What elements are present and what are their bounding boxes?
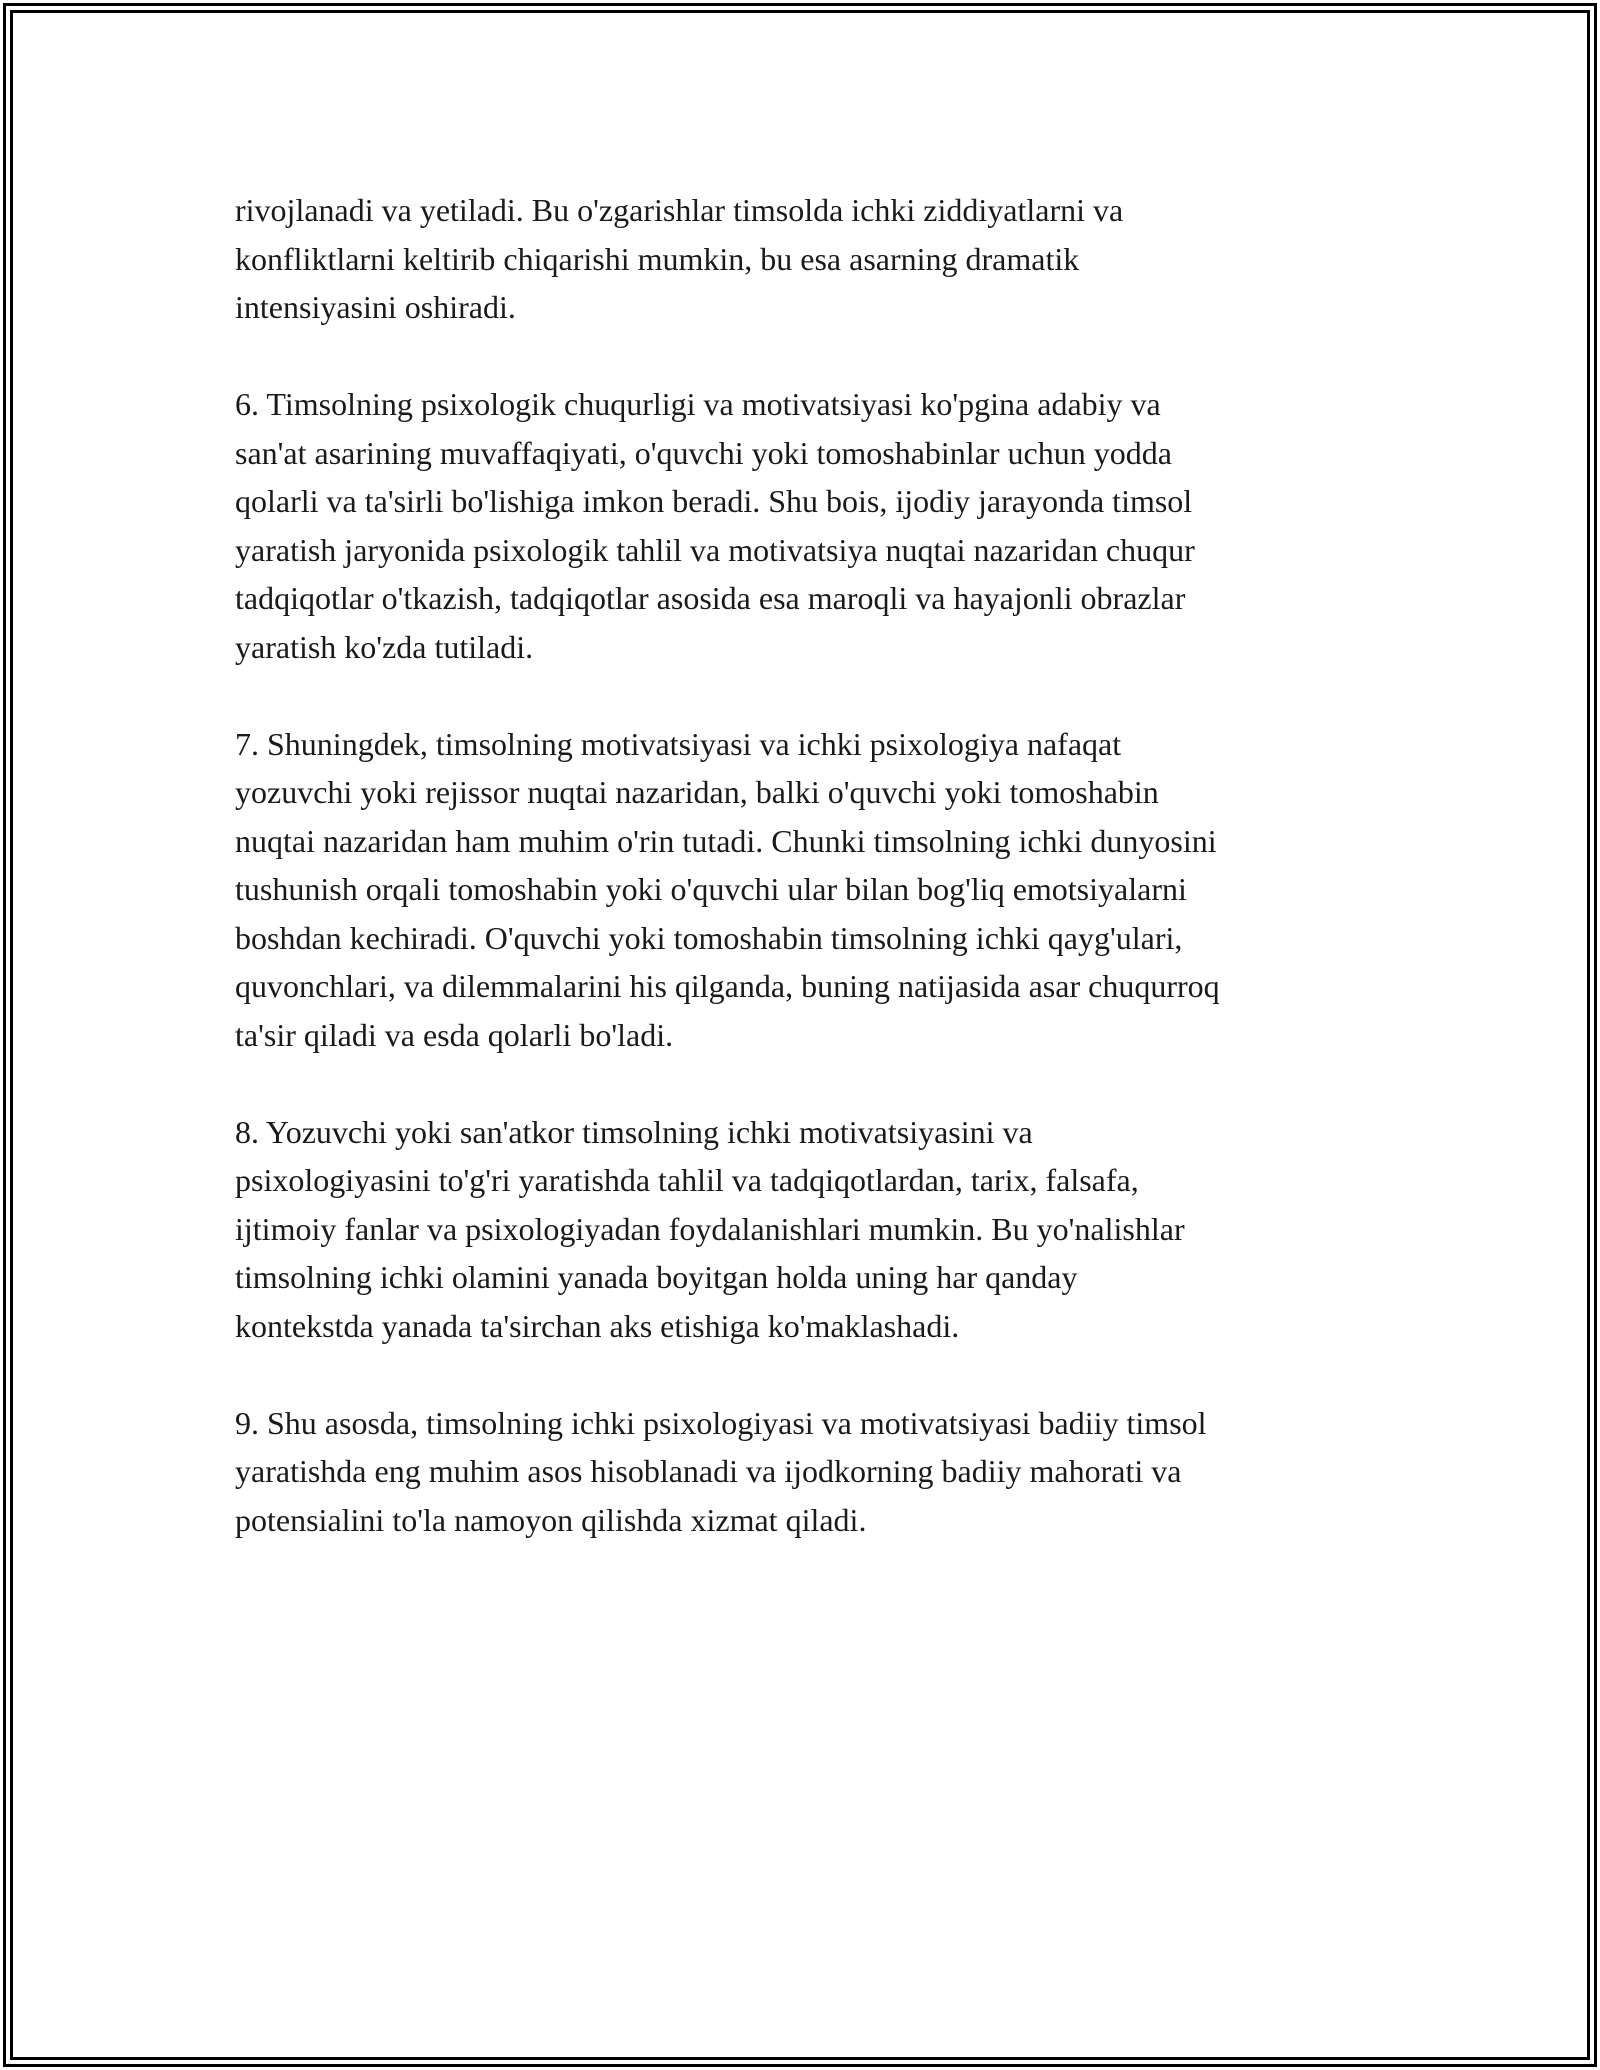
paragraph-continuation: rivojlanadi va yetiladi. Bu o'zgarishlar timsolda ichki ziddiyatlarni va konfliktlarni keltirib chiqarishi mumkin, bu esa asarning dramatik intensiyasini oshiradi. <box>235 192 1124 325</box>
paragraph-8: 8. Yozuvchi yoki san'atkor timsolning ichki motivatsiyasini va psixologiyasini to'g'ri yaratishda tahlil va tadqiqotlardan, tarix, falsafa, ijtimoiy fanlar va psixologiyadan foydalanishlari mumkin. Bu yo'nalishlar timsolning ichki olamini yanada boyitgan holda uning har qanday kontekstda yanada ta'sirchan aks etishiga ko'maklashadi. <box>235 1113 1185 1344</box>
document-body <box>235 186 1395 1544</box>
paragraph-7: 7. Shuningdek, timsolning motivatsiyasi va ichki psixologiya nafaqat yozuvchi yoki rejissor nuqtai nazaridan, balki o'quvchi yoki tomoshabin nuqtai nazaridan ham muhim o'rin tutadi. Chunki timsolning ichki dunyosini tushunish orqali tomoshabin yoki o'quvchi ular bilan bog'liq emotsiyalarni boshdan kechiradi. O'quvchi yoki tomoshabin timsolning ichki qayg'ulari, quvonchlari, va dilemmalarini his qilganda, buning natijasida asar chuqurroq ta'sir qiladi va esda qolarli bo'ladi. <box>235 725 1220 1053</box>
paragraph-9: 9. Shu asosda, timsolning ichki psixologiyasi va motivatsiyasi badiiy timsol yaratishda eng muhim asos hisoblanadi va ijodkorning badiiy mahorati va potensialini to'la namoyon qilishda xizmat qiladi. <box>235 1404 1207 1538</box>
paragraph-6: 6. Timsolning psixologik chuqurligi va motivatsiyasi ko'pgina adabiy va san'at asarining muvaffaqiyati, o'quvchi yoki tomoshabinlar uchun yodda qolarli va ta'sirli bo'lishiga imkon beradi. Shu bois, ijodiy jarayonda timsol yaratish jaryonida psixologik tahlil va motivatsiya nuqtai nazaridan chuqur tadqiqotlar o'tkazish, tadqiqotlar asosida esa maroqli va hayajonli obrazlar yaratish ko'zda tutiladi. <box>235 386 1195 665</box>
